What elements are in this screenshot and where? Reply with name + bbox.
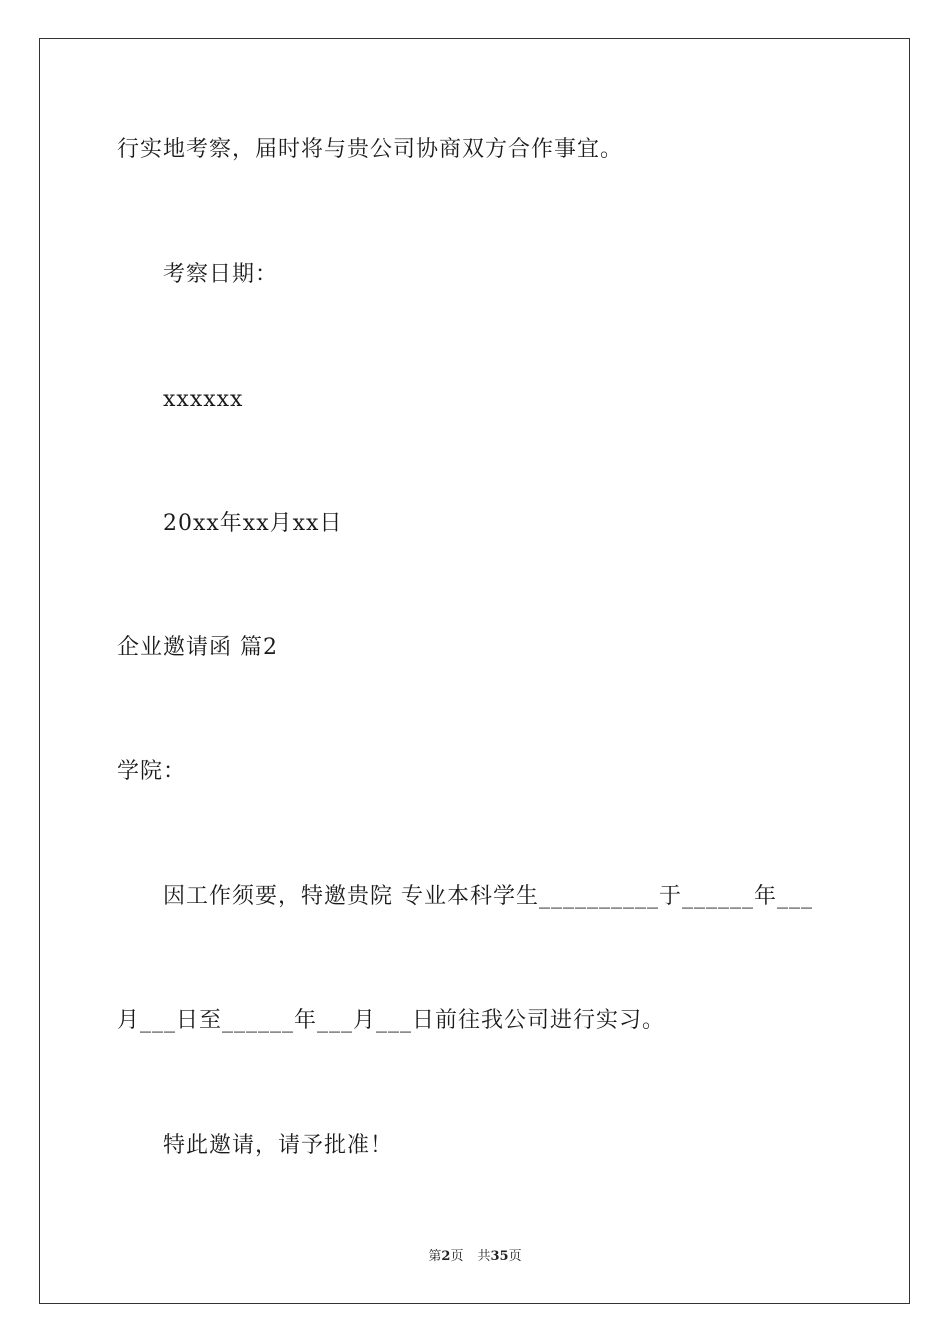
paragraph-continuation: 行实地考察，届时将与贵公司协商双方合作事宜。 (117, 137, 624, 162)
total-suffix: 页 (508, 1249, 522, 1264)
invitation-body-line-1: 因工作须要，特邀贵院 专业本科学生__________于______年___ (163, 884, 813, 909)
page-footer (0, 1248, 950, 1266)
total-pages: 35 (490, 1249, 509, 1264)
total-prefix: 共 (477, 1249, 491, 1264)
section-heading: 企业邀请函 篇2 (117, 635, 278, 660)
invitation-body-line-2: 月___日至______年___月___日前往我公司进行实习。 (117, 1008, 666, 1033)
page-suffix: 页 (450, 1249, 464, 1264)
salutation: 学院： (117, 759, 187, 784)
page-border (39, 38, 910, 1304)
page-prefix: 第 (428, 1249, 442, 1264)
page-number: 2 (441, 1249, 451, 1264)
inspection-date-label: 考察日期： (163, 262, 279, 287)
closing-line: 特此邀请，请予批准！ (163, 1133, 394, 1158)
date-line: 20xx年xx月xx日 (163, 511, 343, 536)
signature-placeholder: xxxxxx (163, 387, 244, 412)
